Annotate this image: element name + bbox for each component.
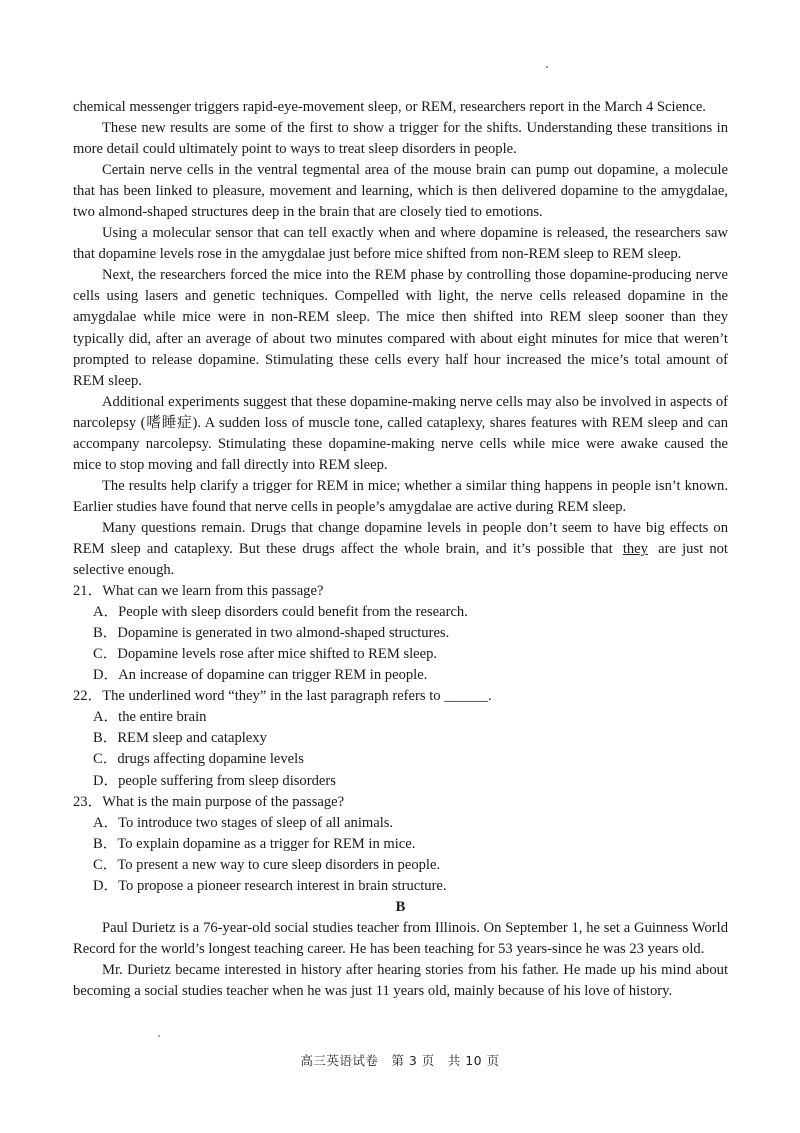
- last-paragraph-before: Many questions remain. Drugs that change dopamine levels in people don’t seem to have big effects on REM sleep and cataplexy. But these drugs affect the whole brain, and it’s possible that: [73, 519, 728, 557]
- passage-a-paragraph-4: Using a molecular sensor that can tell exactly when and where dopamine is released, the researchers saw that dopamine levels rose in the amygdalae just before mice shifted from non-REM sleep to REM sleep.: [73, 225, 728, 263]
- option-c: C．To present a new way to cure sleep disorders in people.: [93, 856, 441, 873]
- option-a: A．People with sleep disorders could benefit from the research.: [93, 604, 468, 621]
- question-21: [73, 581, 728, 686]
- scan-dot-mark-bottom: [158, 1035, 160, 1037]
- option-a: A．the entire brain: [93, 709, 207, 726]
- option-d: D．To propose a pioneer research interest in brain structure.: [93, 877, 447, 894]
- question-stem: 22．The underlined word “they” in the last paragraph refers to ______.: [73, 688, 492, 705]
- passage-a-paragraph-1: chemical messenger triggers rapid-eye-movement sleep, or REM, researchers report in the March 4 Science.: [73, 99, 706, 115]
- passage-a-paragraph-6: Additional experiments suggest that these dopamine-making nerve cells may also be involved in aspects of narcolepsy (嗜睡症). A sudden loss of muscle tone, called cataplexy, shares features with REM sleep and can accompany narcolepsy. Stimulating these dopamine-making nerve cells while mice were awake caused the mice to stop moving and fall directly into REM sleep.: [73, 393, 728, 473]
- passage-a-paragraph-2: These new results are some of the first to show a trigger for the shifts. Understanding these transitions in more detail could ultimately point to ways to treat sleep disorders in people.: [73, 120, 728, 158]
- underlined-word-they: they: [622, 540, 648, 557]
- question-stem: 21．What can we learn from this passage?: [73, 583, 324, 600]
- passage-a-paragraph-8: [73, 518, 728, 581]
- passage-b: [73, 897, 728, 1002]
- section-heading-b: B: [395, 898, 406, 915]
- passage-b-paragraph-1: Paul Durietz is a 76-year-old social studies teacher from Illinois. On September 1, he set a Guinness World Record for the world’s longest teaching career. He has been teaching for 53 years-since he was 23 years old.: [73, 919, 728, 957]
- scan-dot-mark: [546, 66, 548, 68]
- page-footer: 高三英语试卷 第 3 页 共 10 页: [300, 1053, 500, 1068]
- option-b: B．REM sleep and cataplexy: [93, 730, 267, 747]
- exam-page-content: [73, 97, 728, 1002]
- option-d: D．people suffering from sleep disorders: [93, 772, 336, 789]
- option-c: C．Dopamine levels rose after mice shifted to REM sleep.: [93, 646, 438, 663]
- question-stem: 23．What is the main purpose of the passage?: [73, 793, 345, 810]
- option-b: B．Dopamine is generated in two almond-shaped structures.: [93, 625, 450, 642]
- passage-a-paragraph-7: The results help clarify a trigger for REM in mice; whether a similar thing happens in people isn’t known. Earlier studies have found that nerve cells in people’s amygdalae are active during REM sleep.: [73, 477, 728, 515]
- passage-a-paragraph-3: Certain nerve cells in the ventral tegmental area of the mouse brain can pump out dopamine, a molecule that has been linked to pleasure, movement and learning, which is then delivered dopamine to the amygdalae, two almond-shaped structures deep in the brain that are closely tied to emotions.: [73, 162, 728, 221]
- passage-b-paragraph-2: Mr. Durietz became interested in history after hearing stories from his father. He made up his mind about becoming a social studies teacher when he was just 11 years old, mainly because of his love of history.: [73, 961, 728, 999]
- option-b: B．To explain dopamine as a trigger for REM in mice.: [93, 835, 416, 852]
- option-c: C．drugs affecting dopamine levels: [93, 751, 304, 768]
- question-22: [73, 686, 728, 791]
- last-paragraph-after: are just not selective enough.: [73, 540, 728, 579]
- question-23: [73, 792, 728, 897]
- option-d: D．An increase of dopamine can trigger REM in people.: [93, 667, 428, 684]
- passage-a-paragraph-5: Next, the researchers forced the mice into the REM phase by controlling those dopamine-producing nerve cells using lasers and genetic techniques. Compelled with light, the nerve cells released dopamine in the amygdalae while mice were in non-REM sleep. The mice then shifted into REM sleep sooner than they typically did, after an average of about two minutes compared with about eight minutes for mice that weren’t prompted to release dopamine. Stimulating these cells every half hour increased the mice’s total amount of REM sleep.: [73, 267, 728, 389]
- option-a: A．To introduce two stages of sleep of all animals.: [93, 814, 394, 831]
- passage-a: [73, 97, 728, 581]
